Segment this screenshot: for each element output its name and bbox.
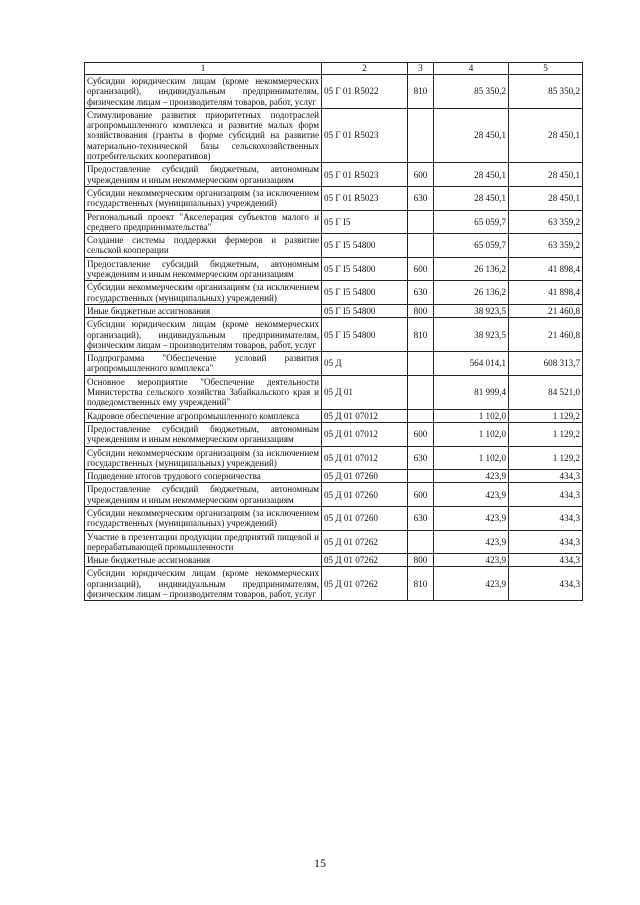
table-row: [85, 446, 583, 470]
row-type-cell: [408, 352, 434, 376]
table-row: [85, 352, 583, 376]
row-value-1-cell: 423,9: [434, 483, 509, 507]
row-value-2-cell: 1 129,2: [509, 409, 583, 422]
row-value-2-cell: 28 450,1: [509, 163, 583, 187]
header-col-2: 2: [322, 63, 408, 75]
row-value-2-cell: 84 521,0: [509, 375, 583, 409]
header-col-3: 3: [408, 63, 434, 75]
row-value-2-cell: 434,3: [509, 470, 583, 483]
row-name-cell: Субсидии юридическим лицам (кроме некоммерческих организаций), индивидуальным предпринимателям, физическим лицам – производителям товаров, работ, услуг: [85, 318, 322, 352]
row-type-cell: 630: [408, 281, 434, 305]
row-value-1-cell: 28 450,1: [434, 186, 509, 210]
row-value-1-cell: 85 350,2: [434, 75, 509, 109]
table-row: [85, 304, 583, 317]
row-type-cell: 630: [408, 506, 434, 530]
row-value-1-cell: 28 450,1: [434, 108, 509, 162]
header-row: [85, 63, 583, 75]
row-code-cell: 05 Г I5 54800: [322, 281, 408, 305]
row-value-1-cell: 81 999,4: [434, 375, 509, 409]
row-type-cell: 810: [408, 318, 434, 352]
row-name-cell: Подпрограмма "Обеспечение условий развития агропромышленного комплекса": [85, 352, 322, 376]
table-row: [85, 554, 583, 567]
row-code-cell: 05 Д 01 07262: [322, 567, 408, 601]
row-code-cell: 05 Г 01 R5023: [322, 163, 408, 187]
row-value-1-cell: 423,9: [434, 567, 509, 601]
table-row: [85, 257, 583, 281]
row-name-cell: Предоставление субсидий бюджетным, автономным учреждениям и иным некоммерческим организациям: [85, 163, 322, 187]
table-row: [85, 375, 583, 409]
table-row: [85, 506, 583, 530]
row-type-cell: 800: [408, 554, 434, 567]
table-row: [85, 108, 583, 162]
row-value-1-cell: 65 059,7: [434, 234, 509, 258]
row-type-cell: 630: [408, 446, 434, 470]
table-row: [85, 409, 583, 422]
row-value-1-cell: 423,9: [434, 470, 509, 483]
row-value-2-cell: 1 129,2: [509, 446, 583, 470]
row-value-2-cell: 608 313,7: [509, 352, 583, 376]
row-value-1-cell: 26 136,2: [434, 281, 509, 305]
row-code-cell: 05 Г I5: [322, 210, 408, 234]
table-row: [85, 422, 583, 446]
row-code-cell: 05 Д 01 07260: [322, 483, 408, 507]
row-value-2-cell: 63 359,2: [509, 210, 583, 234]
table-row: [85, 567, 583, 601]
row-code-cell: 05 Д 01 07012: [322, 409, 408, 422]
row-code-cell: 05 Г I5 54800: [322, 234, 408, 258]
row-value-2-cell: 21 460,8: [509, 318, 583, 352]
row-code-cell: 05 Г 01 R5022: [322, 75, 408, 109]
row-name-cell: Субсидии некоммерческим организациям (за исключением государственных (муниципальных) учреждений): [85, 446, 322, 470]
row-value-2-cell: 85 350,2: [509, 75, 583, 109]
row-value-1-cell: 1 102,0: [434, 422, 509, 446]
row-name-cell: Стимулирование развития приоритетных подотраслей агропромышленного комплекса и развитие малых форм хозяйствования (гранты в форме субсидий на развитие материально-технической базы сельскохозяйственных потребительских кооперативов): [85, 108, 322, 162]
row-value-1-cell: 65 059,7: [434, 210, 509, 234]
row-type-cell: [408, 210, 434, 234]
row-code-cell: 05 Г I5 54800: [322, 257, 408, 281]
row-value-1-cell: 423,9: [434, 554, 509, 567]
row-type-cell: 600: [408, 483, 434, 507]
row-code-cell: 05 Д 01 07012: [322, 446, 408, 470]
header-col-4: 4: [434, 63, 509, 75]
table-row: [85, 318, 583, 352]
row-value-2-cell: 434,3: [509, 506, 583, 530]
row-value-1-cell: 564 014,1: [434, 352, 509, 376]
row-code-cell: 05 Г I5 54800: [322, 304, 408, 317]
row-type-cell: 600: [408, 163, 434, 187]
row-type-cell: [408, 409, 434, 422]
page-number: 15: [314, 856, 326, 870]
row-type-cell: 810: [408, 75, 434, 109]
row-name-cell: Иные бюджетные ассигнования: [85, 554, 322, 567]
row-name-cell: Иные бюджетные ассигнования: [85, 304, 322, 317]
row-name-cell: Предоставление субсидий бюджетным, автономным учреждениям и иным некоммерческим организациям: [85, 483, 322, 507]
row-type-cell: 810: [408, 567, 434, 601]
table-row: [85, 234, 583, 258]
row-name-cell: Кадровое обеспечение агропромышленного комплекса: [85, 409, 322, 422]
row-value-2-cell: 63 359,2: [509, 234, 583, 258]
row-name-cell: Субсидии некоммерческим организациям (за исключением государственных (муниципальных) учреждений): [85, 506, 322, 530]
row-name-cell: Подведение итогов трудового соперничества: [85, 470, 322, 483]
row-name-cell: Субсидии юридическим лицам (кроме некоммерческих организаций), индивидуальным предпринимателям, физическим лицам – производителям товаров, работ, услуг: [85, 75, 322, 109]
row-value-1-cell: 38 923,5: [434, 318, 509, 352]
row-value-2-cell: 434,3: [509, 554, 583, 567]
row-code-cell: 05 Д 01 07262: [322, 530, 408, 554]
budget-table: [84, 62, 583, 601]
row-value-2-cell: 41 898,4: [509, 281, 583, 305]
row-code-cell: 05 Д 01 07012: [322, 422, 408, 446]
row-value-1-cell: 28 450,1: [434, 163, 509, 187]
row-value-2-cell: 21 460,8: [509, 304, 583, 317]
row-value-2-cell: 41 898,4: [509, 257, 583, 281]
table-row: [85, 163, 583, 187]
row-name-cell: Предоставление субсидий бюджетным, автономным учреждениям и иным некоммерческим организациям: [85, 422, 322, 446]
table-row: [85, 186, 583, 210]
table-row: [85, 530, 583, 554]
row-value-2-cell: 1 129,2: [509, 422, 583, 446]
row-code-cell: 05 Д 01: [322, 375, 408, 409]
table-row: [85, 281, 583, 305]
row-value-1-cell: 423,9: [434, 530, 509, 554]
row-value-2-cell: 434,3: [509, 530, 583, 554]
row-value-2-cell: 434,3: [509, 483, 583, 507]
row-code-cell: 05 Д 01 07260: [322, 470, 408, 483]
table-row: [85, 210, 583, 234]
row-type-cell: 600: [408, 257, 434, 281]
row-name-cell: Субсидии некоммерческим организациям (за исключением государственных (муниципальных) учреждений): [85, 281, 322, 305]
row-type-cell: 600: [408, 422, 434, 446]
row-value-1-cell: 1 102,0: [434, 409, 509, 422]
row-type-cell: [408, 470, 434, 483]
row-code-cell: 05 Г 01 R5023: [322, 108, 408, 162]
row-type-cell: [408, 375, 434, 409]
budget-sheet: [84, 62, 582, 601]
header-col-5: 5: [509, 63, 583, 75]
row-code-cell: 05 Д 01 07260: [322, 506, 408, 530]
row-name-cell: Субсидии некоммерческим организациям (за исключением государственных (муниципальных) учреждений): [85, 186, 322, 210]
row-type-cell: [408, 108, 434, 162]
row-type-cell: 800: [408, 304, 434, 317]
row-value-1-cell: 38 923,5: [434, 304, 509, 317]
row-name-cell: Основное мероприятие "Обеспечение деятельности Министерства сельского хозяйства Забайкальского края и подведомственных ему учреждений": [85, 375, 322, 409]
row-code-cell: 05 Д 01 07262: [322, 554, 408, 567]
row-value-2-cell: 28 450,1: [509, 108, 583, 162]
row-value-1-cell: 423,9: [434, 506, 509, 530]
row-code-cell: 05 Г I5 54800: [322, 318, 408, 352]
row-name-cell: Участие в презентации продукции предприятий пищевой и перерабатывающей промышленности: [85, 530, 322, 554]
row-name-cell: Региональный проект "Акселерация субъектов малого и среднего предпринимательства": [85, 210, 322, 234]
table-row: [85, 75, 583, 109]
row-name-cell: Субсидии юридическим лицам (кроме некоммерческих организаций), индивидуальным предпринимателям, физическим лицам – производителям товаров, работ, услуг: [85, 567, 322, 601]
table-body: [85, 75, 583, 601]
row-code-cell: 05 Г 01 R5023: [322, 186, 408, 210]
row-type-cell: [408, 234, 434, 258]
row-code-cell: 05 Д: [322, 352, 408, 376]
row-type-cell: 630: [408, 186, 434, 210]
table-row: [85, 483, 583, 507]
row-value-2-cell: 434,3: [509, 567, 583, 601]
table-row: [85, 470, 583, 483]
row-name-cell: Предоставление субсидий бюджетным, автономным учреждениям и иным некоммерческим организациям: [85, 257, 322, 281]
row-name-cell: Создание системы поддержки фермеров и развитие сельской кооперации: [85, 234, 322, 258]
header-col-1: 1: [85, 63, 322, 75]
row-value-1-cell: 26 136,2: [434, 257, 509, 281]
row-type-cell: [408, 530, 434, 554]
row-value-2-cell: 28 450,1: [509, 186, 583, 210]
row-value-1-cell: 1 102,0: [434, 446, 509, 470]
